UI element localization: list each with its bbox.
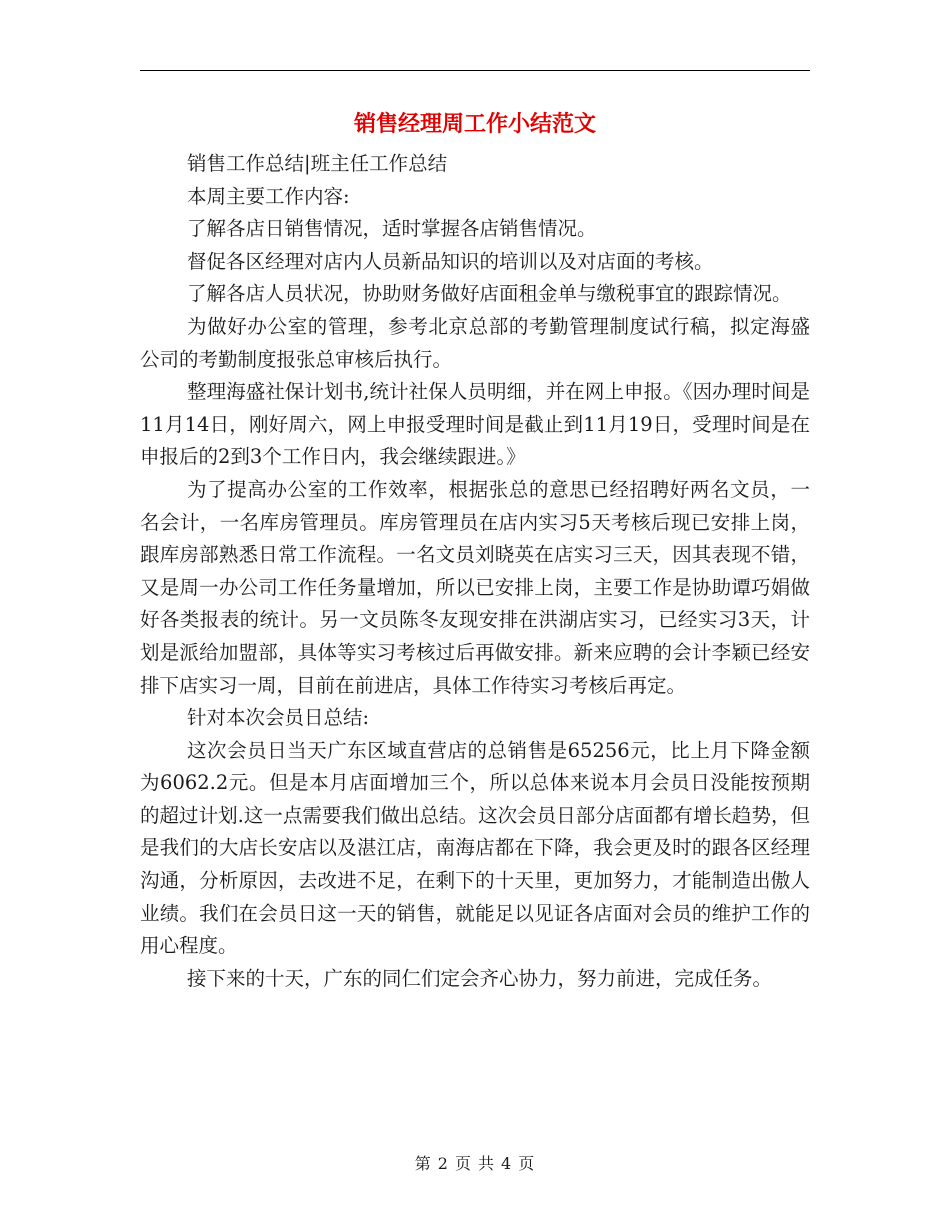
paragraph: 接下来的十天，广东的同仁们定会齐心协力，努力前进，完成任务。	[187, 966, 773, 990]
paragraph: 本周主要工作内容:	[187, 184, 350, 208]
paragraph: 这次会员日当天广东区域直营店的总销售是65256元，比上月下降金额为6062.2元。但是本月店面增加三个，所以总体来说本月会员日没能按预期的超过计划.这一点需要我们做出总结。这次会员日部分店面都有增长趋势，但是我们的大店长安店以及湛江店，南海店都在下降，我会更及时的跟各区经理沟通，分析原因，去改进不足，在剩下的十天里，更加努力，才能制造出傲人业绩。我们在会员日这一天的销售，就能足以见证各店面对会员的维护工作的用心程度。	[140, 738, 810, 958]
paragraph: 为了提高办公室的工作效率，根据张总的意思已经招聘好两名文员，一名会计，一名库房管理员。库房管理员在店内实习5天考核后现已安排上岗，跟库房部熟悉日常工作流程。一名文员刘晓英在店实习三天，因其表现不错，又是周一办公司工作任务量增加，所以已安排上岗，主要工作是协助谭巧娟做好各类报表的统计。另一文员陈冬友现安排在洪湖店实习，已经实习3天，计划是派给加盟部，具体等实习考核过后再做安排。新来应聘的会计李颖已经安排下店实习一周，目前在前进店，具体工作待实习考核后再定。	[140, 477, 810, 697]
paragraph: 销售工作总结|班主任工作总结	[187, 152, 448, 175]
paragraph: 整理海盛社保计划书,统计社保人员明细，并在网上申报。《因办理时间是11月14日，刚好周六，网上申报受理时间是截止到11月19日，受理时间是在申报后的2到3个工作日内，我会继续跟进。》	[140, 380, 810, 469]
page-footer	[0, 1152, 950, 1176]
paragraph: 了解各店人员状况，协助财务做好店面租金单与缴税事宜的跟踪情况。	[187, 282, 792, 306]
footer-page-suffix: 页	[518, 1154, 536, 1173]
document-body	[140, 148, 810, 995]
footer-total-pages: 4	[501, 1154, 513, 1173]
header-rule	[140, 70, 810, 71]
paragraph: 了解各店日销售情况，适时掌握各店销售情况。	[187, 217, 597, 241]
paragraph: 针对本次会员日总结:	[187, 706, 370, 730]
footer-page-prefix: 第	[414, 1154, 432, 1173]
paragraph: 督促各区经理对店内人员新品知识的培训以及对店面的考核。	[187, 249, 714, 273]
footer-page-number: 2	[437, 1154, 449, 1173]
paragraph: 为做好办公室的管理，参考北京总部的考勤管理制度试行稿，拟定海盛公司的考勤制度报张总审核后执行。	[140, 314, 810, 371]
document-title: 销售经理周工作小结范文	[353, 112, 596, 137]
footer-page-mid: 页 共	[454, 1154, 496, 1173]
